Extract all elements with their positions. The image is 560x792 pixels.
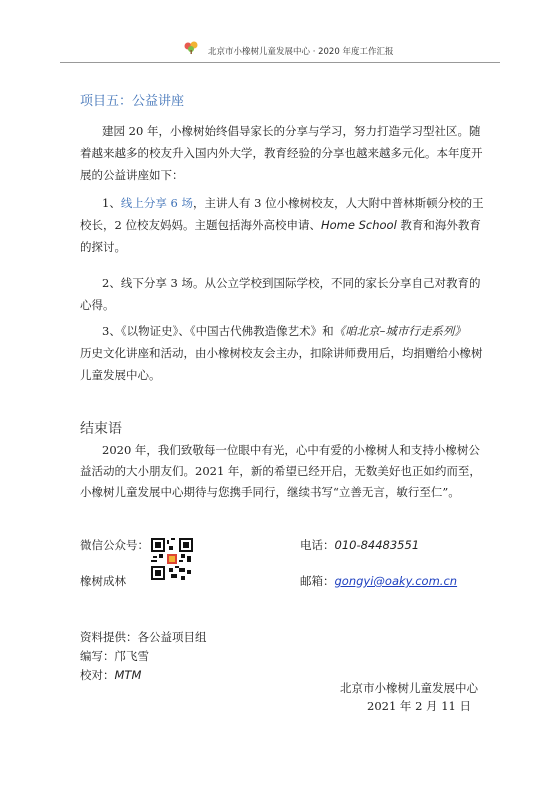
proofreader-label: 校对：: [80, 668, 115, 682]
signature-date: 2021 年 2 月 11 日: [367, 699, 471, 713]
item-1-italic: Home School: [320, 218, 397, 232]
item-1-text-b: 教育和海外教育的探讨。: [80, 218, 481, 254]
phone-line: [300, 537, 419, 553]
closing-title: 结束语: [80, 421, 122, 437]
credits-proofreader-line: [80, 666, 207, 685]
email-line: [300, 573, 457, 589]
phone-number[interactable]: 010-84483551: [334, 538, 420, 552]
item-3-highlight: 《咱北京–城市行走系列》: [333, 324, 466, 338]
closing-paragraph: 2020 年，我们致敬每一位眼中有光，心中有爱的小橡树人和支持小橡树公益活动的大小朋友们。2021 年，新的希望已经开启，无数美好也正如约而至，小橡树儿童发展中心期待与您携手同行，继续书写“立善无言，敏行至仁”。: [80, 443, 481, 499]
wechat-account-name: 橡树成林: [80, 574, 126, 588]
lecture-item-3: [80, 320, 490, 386]
phone-label: 电话：: [300, 538, 335, 552]
item-1-text-a: ，主讲人有 3 位小橡树校友，人大附中普林斯顿分校的王校长，2 位校友妈妈。主题包括海外高校申请、: [80, 196, 484, 232]
wechat-label: 微信公众号：: [80, 538, 149, 552]
header-divider: [60, 62, 500, 63]
item-3-text: 历史文化讲座和活动，由小橡树校友会主办，扣除讲师费用后，均捐赠给小橡树儿童发展中心。: [80, 346, 483, 382]
credits-editor: 编写：邝飞雪: [80, 649, 149, 663]
signature-org: 北京市小橡树儿童发展中心: [340, 681, 478, 695]
page-header: [140, 40, 470, 60]
credits-block: [80, 628, 207, 685]
item-1-prefix: 1、: [102, 196, 121, 210]
section-title: 项目五：公益讲座: [80, 94, 185, 109]
header-title: 北京市小橡树儿童发展中心 · 2020 年度工作汇报: [208, 47, 394, 57]
qr-code-icon[interactable]: [151, 538, 193, 580]
intro-paragraph: 建园 20 年，小橡树始终倡导家长的分享与学习，努力打造学习型社区。随着越来越多的校友升入国内外大学，教育经验的分享也越来越多元化。本年度开展的公益讲座如下：: [80, 124, 483, 182]
lecture-item-2: 2、线下分享 3 场。从公立学校到国际学校，不同的家长分享自己对教育的心得。: [80, 276, 481, 312]
oak-tree-logo: [178, 40, 206, 60]
proofreader-name: MTM: [114, 668, 142, 682]
item-1-highlight: 线上分享 6 场: [120, 196, 193, 210]
item-3-prefix: 3、《以物证史》、《中国古代佛教造像艺术》和: [102, 324, 334, 338]
credits-source: 资料提供：各公益项目组: [80, 630, 207, 644]
lecture-item-1: [80, 192, 490, 258]
email-link[interactable]: gongyi@oaky.com.cn: [334, 574, 458, 588]
email-label: 邮箱：: [300, 574, 335, 588]
